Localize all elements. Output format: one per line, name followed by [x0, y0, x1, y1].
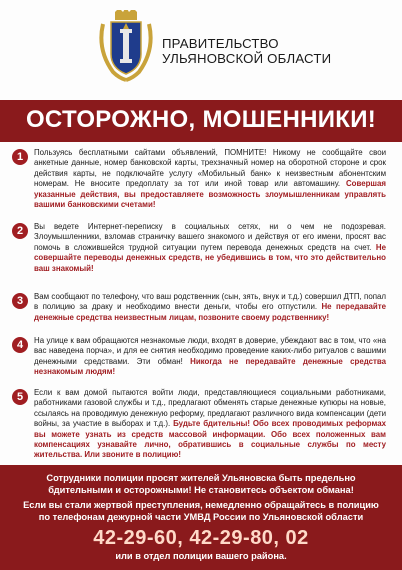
item-body: Пользуясь бесплатными сайтами объявлений, ПОМНИТЕ! Никому не сообщайте свои анкетные данные, номер банковской карты, трехзначный номер на оборотной стороне и срок действия карты, не подключайте услугу «Мобильный банк» к неизвестным абонентским номерам. Не вносите предоплату за тот или иной товар или автомашину. [34, 148, 386, 189]
item-body: Вы ведете Интернет-переписку в социальных сетях, ни о чем не подозревая. Злоумышленники, взломав страничку вашего знакомого и действуя от его имени, просят вас помочь в сложившейся трудной ситуации путем перевода денежных средств на счет. [34, 222, 386, 252]
footer-line-4: по телефонам дежурной части УМВД России по Ульяновской области [38, 512, 364, 522]
police-phone-numbers: 42-29-60, 42-29-80, 02 [93, 527, 309, 549]
footer-line-3: Если вы стали жертвой преступления, немедленно обращайтесь в полицию [23, 500, 379, 510]
coat-of-arms-icon [95, 10, 157, 82]
banner-title: ОСТОРОЖНО, МОШЕННИКИ! [25, 106, 377, 133]
item-number-badge: 4 [12, 337, 28, 353]
item-text [34, 336, 386, 378]
footer-line-1: Сотрудники полиции просят жителей Ульяновска быть предельно [46, 473, 356, 483]
item-number-badge: 5 [12, 389, 28, 405]
government-title-line2: УЛЬЯНОВСКОЙ ОБЛАСТИ [162, 51, 332, 66]
footer-line-2: бдительными и осторожными! Не становитесь объектом обмана! [48, 485, 354, 495]
item-warning: Будьте бдительны! Обо всех проводимых реформах вы можете узнать из средств массовой информации. Обо всех положенных вам компенсациях узнавайте лично, обратившись в социальные службы по месту жительства. Или звоните в полицию! [34, 419, 387, 460]
item-warning: Совершая указанные действия, вы предоставляете возможность злоумышленникам управлять вашими банковскими счетами! [34, 179, 386, 210]
government-title-line1: ПРАВИТЕЛЬСТВО [162, 36, 279, 51]
item-text [34, 222, 386, 274]
footer-line-5: или в отдел полиции вашего района. [115, 551, 287, 561]
item-warning: Не совершайте переводы денежных средств, не убедившись в том, что это действительно ваш знакомый! [34, 242, 386, 273]
item-number-badge: 2 [12, 223, 28, 239]
item-number-badge: 3 [12, 293, 28, 309]
item-body: Вам сообщают по телефону, что ваш родственник (сын, зять, внук и т.д.) совершил ДТП, попал в полицию за драку и необходимо внести деньги, чтобы его отпустили. [34, 292, 386, 312]
item-body: На улице к вам обращаются незнакомые люди, входят в доверие, убеждают вас в том, что «на вас наведена порча», и для ее снятия необходимо проведение каких-либо ритуалов с вашими денежными средствами. Эти обман! [34, 336, 386, 366]
item-warning: Не передавайте денежные средства неизвестным лицам, позвоните своему родственнику! [34, 302, 386, 322]
government-title [162, 36, 331, 66]
item-warning: Никогда не передавайте денежные средства незнакомым людям! [34, 356, 387, 377]
item-text [34, 388, 386, 461]
item-text [34, 292, 386, 323]
header [0, 0, 402, 92]
item-body: Если к вам домой пытаются войти люди, представляющиеся социальными работниками, работниками газовой службы и т.д., предлагают обменять старые денежные купюры на новые, ссылаясь на проводимую денежную реформу, предлагают различного вида компенсации (дети войны, за участие в выборах и т.д.). [34, 388, 386, 429]
item-number-badge: 1 [12, 149, 28, 165]
item-text [34, 148, 386, 210]
